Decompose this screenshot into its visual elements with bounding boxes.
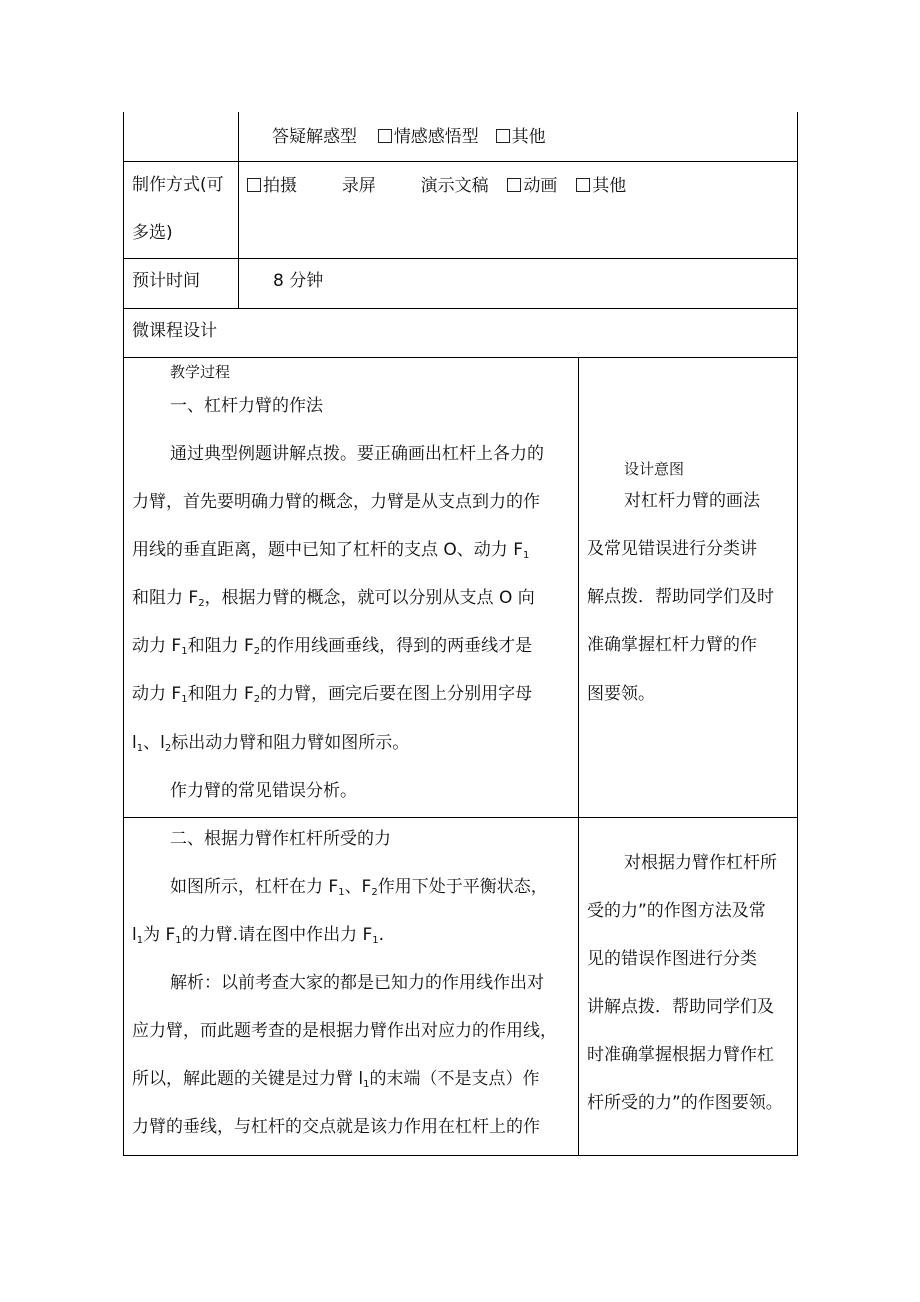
table-border-left (123, 112, 124, 1156)
option-screen-record: 录屏 (341, 176, 376, 196)
table-border-right (797, 112, 798, 1156)
duration-value: 8 分钟 (273, 271, 324, 291)
intent1-line3: 解点拨．帮助同学们及时 (587, 587, 774, 607)
section2-analysis-line4: 力臂的垂线，与杠杆的交点就是该力作用在杠杆上的作 (132, 1117, 540, 1137)
row-divider-4 (123, 357, 798, 358)
option-emotion: 情感感悟型 (393, 127, 479, 147)
row-divider-3 (123, 308, 798, 309)
checkbox-other-method[interactable] (576, 178, 590, 192)
production-label-line1: 制作方式(可 (132, 175, 224, 195)
intent2-line4: 讲解点拨．帮助同学们及 (587, 997, 774, 1017)
intent-header: 设计意图 (624, 460, 685, 478)
section2-analysis-line2: 应力臂，而此题考查的是根据力臂作出对应力的作用线， (132, 1021, 557, 1041)
process-header: 教学过程 (170, 363, 231, 381)
intent2-line2: 受的力”的作图方法及常 (587, 901, 766, 921)
section1-text-line2: 力臂，首先要明确力臂的概念，力臂是从支点到力的作 (132, 492, 540, 512)
label-column-divider (238, 112, 239, 308)
option-other-type: 其他 (511, 127, 546, 147)
intent2-line5: 时准确掌握根据力臂作杠 (587, 1045, 774, 1065)
section1-text-line3: 用线的垂直距离，题中已知了杠杆的支点 O、动力 $F_1$ (132, 540, 530, 561)
row-divider-2 (123, 258, 798, 259)
intent2-line3: 见的错误作图进行分类 (587, 949, 757, 969)
section2-problem-line2: $l_1$为 $F_1$的力臂.请在图中作出力 $F_1$. (132, 925, 385, 946)
section1-title: 一、杠杆力臂的作法 (170, 396, 323, 416)
intent1-line4: 准确掌握杠杆力臂的作 (587, 635, 757, 655)
checkbox-emotion[interactable] (378, 129, 392, 143)
section1-note: 作力臂的常见错误分析。 (170, 781, 357, 801)
section1-text-line6: 动力 $F_1$和阻力 $F_2$的力臂，画完后要在图上分别用字母 (132, 684, 533, 705)
section2-title: 二、根据力臂作杠杆所受的力 (170, 829, 391, 849)
option-other-method: 其他 (592, 176, 627, 196)
table-border-bottom (123, 1155, 798, 1156)
section2-problem-line1: 如图所示，杠杆在力 $F_1$、$F_2$作用下处于平衡状态， (170, 877, 548, 898)
intent-column-divider (578, 358, 579, 1156)
option-qa: 答疑解惑型 (272, 127, 357, 147)
section1-text-line1: 通过典型例题讲解点拨。要正确画出杠杆上各力的 (170, 444, 544, 464)
checkbox-shoot[interactable] (247, 178, 261, 192)
intent2-line1: 对根据力臂作杠杆所 (624, 853, 777, 873)
production-label-line2: 多选) (132, 223, 173, 243)
option-animation: 动画 (523, 176, 558, 196)
section1-text-line5: 动力 $F_1$和阻力 $F_2$的作用线画垂线，得到的两垂线才是 (132, 636, 533, 657)
option-shoot: 拍摄 (263, 176, 297, 196)
section2-analysis-line1: 解析：以前考查大家的都是已知力的作用线作出对 (170, 973, 544, 993)
design-heading: 微课程设计 (132, 321, 217, 341)
intent1-line5: 图要领。 (587, 684, 655, 704)
type-options (272, 126, 546, 148)
checkbox-animation[interactable] (507, 178, 521, 192)
intent1-line2: 及常见错误进行分类讲 (587, 539, 757, 559)
row-divider-1 (123, 161, 798, 162)
checkbox-other-type[interactable] (496, 129, 510, 143)
production-options (247, 175, 626, 197)
option-slides: 演示文稿 (420, 176, 489, 196)
row-divider-5 (123, 817, 798, 818)
intent1-line1: 对杠杆力臂的画法 (624, 491, 760, 511)
section1-text-line7: $l_1$、$l_2$标出动力臂和阻力臂如图所示。 (132, 733, 410, 754)
duration-label: 预计时间 (132, 271, 200, 291)
section2-analysis-line3: 所以，解此题的关键是过力臂 $l_1$的末端（不是支点）作 (132, 1069, 540, 1090)
section1-text-line4: 和阻力 $F_2$，根据力臂的概念，就可以分别从支点 O 向 (132, 588, 535, 609)
intent2-line6: 杆所受的力”的作图要领。 (587, 1093, 783, 1113)
